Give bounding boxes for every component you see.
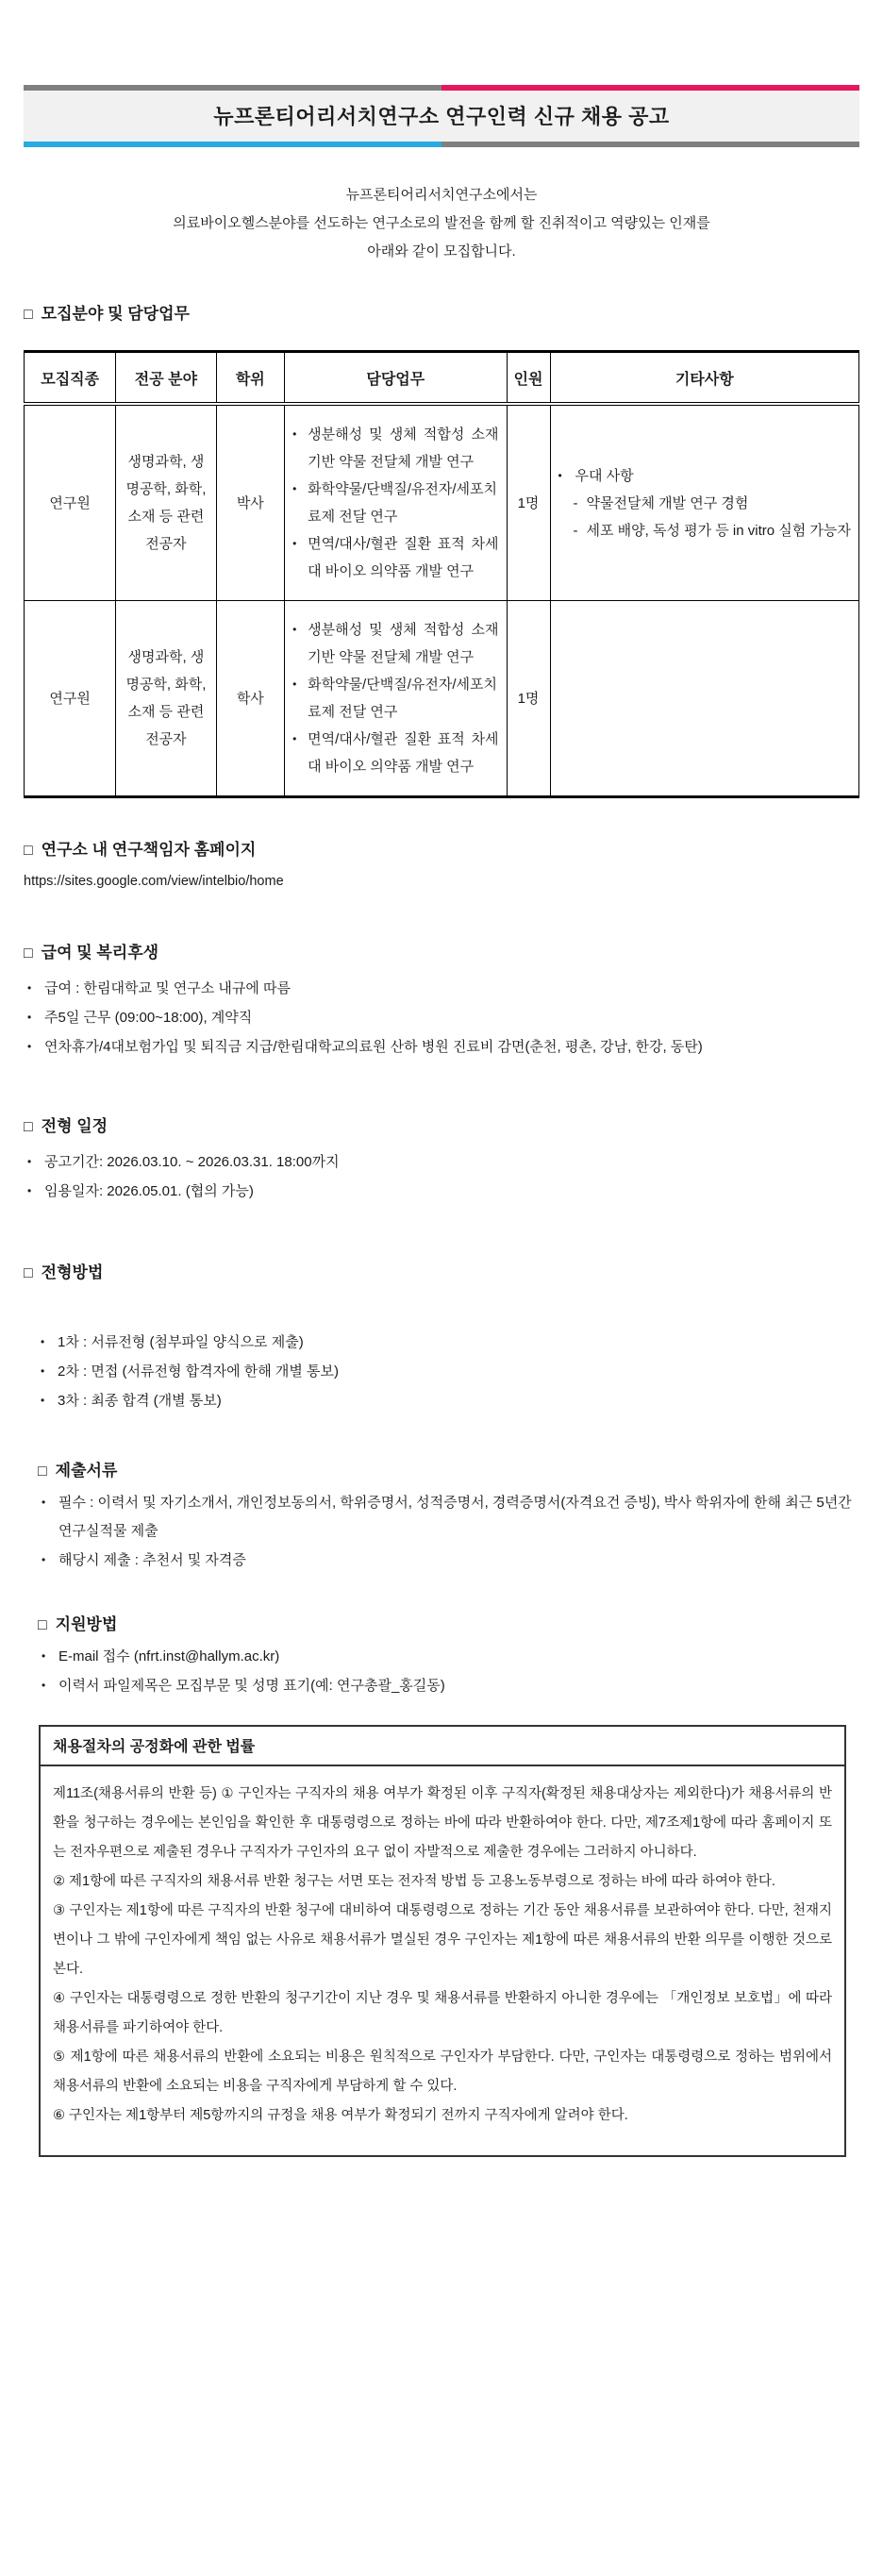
table-row	[25, 404, 859, 601]
note-title-text: 우대 사항	[575, 467, 634, 484]
law-box-body	[41, 1766, 844, 2155]
cell-duties	[285, 601, 507, 797]
section-heading-text: 급여 및 복리후생	[41, 944, 159, 962]
list-item	[24, 974, 859, 1003]
law-notice-box	[39, 1725, 846, 2157]
method-list	[24, 1328, 859, 1415]
intro-line: 뉴프론티어리서치연구소에서는	[345, 187, 538, 203]
bullet-icon: •	[27, 1011, 32, 1024]
bullet-icon: •	[292, 537, 297, 550]
page-title: 뉴프론티어리서치연구소 연구인력 신규 채용 공고	[213, 105, 670, 128]
square-bullet-icon: □	[38, 1464, 47, 1480]
section-heading-homepage	[24, 838, 859, 863]
duty-text: 화학약물/단백질/유전자/세포치료제 전달 연구	[308, 677, 497, 720]
cell-duties	[285, 404, 507, 601]
duty-item	[292, 726, 498, 780]
dash-icon: -	[573, 522, 578, 539]
bullet-icon: •	[27, 1184, 32, 1197]
cell-job: 연구원	[49, 690, 91, 707]
cell-job: 연구원	[25, 404, 116, 601]
banner-bottom-accent-bar	[24, 142, 859, 147]
bullet-icon: •	[27, 1155, 32, 1168]
col-header-job: 모집직종	[25, 352, 116, 405]
documents-list	[38, 1488, 859, 1575]
square-bullet-icon: □	[24, 1265, 33, 1281]
salary-list	[24, 974, 859, 1062]
list-item	[38, 1642, 859, 1671]
homepage-url[interactable]: https://sites.google.com/view/intelbio/home	[24, 874, 284, 889]
law-paragraph: ⑥ 구인자는 제1항부터 제5항까지의 규정을 채용 여부가 확정되기 전까지 구직자에게 알려야 한다.	[53, 2108, 628, 2123]
list-item-text: 주5일 근무 (09:00~18:00), 계약직	[44, 1010, 253, 1026]
intro-line: 의료바이오헬스분야를 선도하는 연구소로의 발전을 함께 할 진취적이고 역량있는 인재를	[173, 215, 710, 231]
duty-item	[292, 671, 498, 726]
duty-text: 생분해성 및 생체 적합성 소재 기반 약물 전달체 개발 연구	[308, 427, 499, 470]
bullet-icon: •	[42, 1679, 46, 1692]
list-item-text: 1차 : 서류전형 (첨부파일 양식으로 제출)	[58, 1334, 304, 1350]
table-header-row	[25, 352, 859, 405]
duty-text: 면역/대사/혈관 질환 표적 차세대 바이오 의약품 개발 연구	[308, 731, 499, 775]
square-bullet-icon: □	[24, 307, 33, 323]
bullet-icon: •	[27, 981, 32, 995]
bullet-icon: •	[42, 1496, 46, 1509]
square-bullet-icon: □	[24, 843, 33, 859]
cell-major: 생명과학, 생명공학, 화학, 소재 등 관련 전공자	[116, 404, 216, 601]
section-heading-text: 전형방법	[41, 1263, 104, 1281]
note-item	[558, 490, 851, 517]
cell-major: 생명과학, 생명공학, 화학, 소재 등 관련 전공자	[116, 601, 216, 797]
section-heading-text: 모집분야 및 담당업무	[41, 305, 190, 323]
list-item-text: 필수 : 이력서 및 자기소개서, 개인정보동의서, 학위증명서, 성적증명서, 경력증명서(자격요건 증빙), 박사 학위자에 한해 최근 5년간 연구실적물 제출	[58, 1495, 852, 1539]
bullet-icon: •	[292, 732, 297, 745]
list-item-text: E-mail 접수 (nfrt.inst@hallym.ac.kr)	[58, 1648, 280, 1664]
cell-count: 1명	[507, 601, 550, 797]
law-paragraph: ⑤ 제1항에 따른 채용서류의 반환에 소요되는 비용은 원칙적으로 구인자가 부담한다. 다만, 구인자는 대통령령으로 정하는 범위에서 채용서류의 반환에 소요되는 비용을 구직자에게 부담하게 할 수 있다.	[53, 2049, 832, 2094]
list-item-text: 연차휴가/4대보험가입 및 퇴직금 지급/한림대학교의료원 산하 병원 진료비 감면(춘천, 평촌, 강남, 한강, 동탄)	[44, 1039, 703, 1055]
cell-notes-empty	[550, 601, 858, 797]
bullet-icon: •	[292, 427, 297, 441]
document-page	[24, 85, 859, 2157]
note-item	[558, 517, 851, 544]
list-item	[38, 1546, 859, 1575]
recruit-table	[24, 350, 859, 798]
square-bullet-icon: □	[24, 945, 33, 962]
list-item	[38, 1488, 859, 1546]
bullet-icon: •	[27, 1040, 32, 1053]
section-heading-apply	[38, 1613, 859, 1638]
list-item	[37, 1386, 859, 1415]
square-bullet-icon: □	[24, 1119, 33, 1135]
list-item-text: 2차 : 면접 (서류전형 합격자에 한해 개별 통보)	[58, 1363, 340, 1380]
section-heading-schedule	[24, 1114, 859, 1140]
intro-paragraph	[24, 181, 859, 266]
schedule-list	[24, 1147, 859, 1206]
duty-item	[292, 616, 498, 671]
law-box-title: 채용절차의 공정화에 관한 법률	[41, 1727, 844, 1766]
list-item	[38, 1671, 859, 1700]
list-item-text: 임용일자: 2026.05.01. (협의 가능)	[44, 1183, 254, 1199]
duty-text: 면역/대사/혈관 질환 표적 차세대 바이오 의약품 개발 연구	[308, 536, 499, 579]
section-schedule	[24, 1114, 859, 1206]
duty-text: 생분해성 및 생체 적합성 소재 기반 약물 전달체 개발 연구	[308, 622, 499, 665]
apply-list	[38, 1642, 859, 1700]
duty-item	[292, 476, 498, 530]
law-paragraph: ③ 구인자는 제1항에 따른 구직자의 반환 청구에 대비하여 대통령령으로 정하는 기간 동안 채용서류를 보관하여야 한다. 다만, 천재지변이나 그 밖에 구인자에게 책임 없는 사유로 채용서류가 멸실된 경우 구인자는 제1항에 따른 채용서류의 반환 의무를 이행한 것으로 본다.	[53, 1903, 832, 1977]
list-item	[24, 1147, 859, 1177]
section-salary-benefits	[24, 941, 859, 1062]
note-text: 세포 배양, 독성 평가 등 in vitro 실험 가능자	[586, 522, 851, 539]
banner-body	[24, 91, 859, 142]
col-header-count: 인원	[507, 352, 550, 405]
intro-line: 아래와 같이 모집합니다.	[367, 243, 516, 259]
list-item-text: 급여 : 한림대학교 및 연구소 내규에 따름	[44, 980, 292, 996]
section-heading-text: 연구소 내 연구책임자 홈페이지	[41, 841, 257, 859]
section-heading-text: 전형 일정	[41, 1117, 108, 1135]
law-paragraph: ② 제1항에 따른 구직자의 채용서류 반환 청구는 서면 또는 전자적 방법 등 고용노동부령으로 정하는 바에 따라 하여야 한다.	[53, 1874, 775, 1889]
bullet-icon: •	[292, 677, 297, 691]
bullet-icon: •	[292, 482, 297, 495]
list-item-text: 공고기간: 2026.03.10. ~ 2026.03.31. 18:00까지	[44, 1154, 340, 1170]
section-heading-salary	[24, 941, 859, 966]
bullet-icon: •	[41, 1335, 45, 1348]
list-item-text: 해당시 제출 : 추천서 및 자격증	[58, 1552, 246, 1568]
col-header-notes: 기타사항	[550, 352, 858, 405]
table-row	[25, 601, 859, 797]
cell-notes	[550, 404, 858, 601]
section-documents	[38, 1459, 859, 1575]
col-header-degree: 학위	[216, 352, 285, 405]
law-paragraph: ④ 구인자는 대통령령으로 정한 반환의 청구기간이 지난 경우 및 채용서류를 반환하지 아니한 경우에는 「개인정보 보호법」에 따라 채용서류를 파기하여야 한다.	[53, 1991, 832, 2035]
section-heading-documents	[38, 1459, 859, 1484]
dash-icon: -	[573, 494, 578, 511]
cell-degree: 학사	[216, 601, 285, 797]
section-recruit-fields	[24, 302, 859, 798]
bullet-icon: •	[42, 1553, 46, 1566]
duty-item	[292, 421, 498, 476]
section-heading-method	[24, 1261, 859, 1286]
bullet-icon: •	[41, 1394, 45, 1407]
list-item	[24, 1177, 859, 1206]
duty-item	[292, 530, 498, 585]
law-paragraph: 제11조(채용서류의 반환 등) ① 구인자는 구직자의 채용 여부가 확정된 이후 구직자(확정된 채용대상자는 제외한다)가 채용서류의 반환을 청구하는 경우에는 본인임을 확인한 후 대통령령으로 정하는 바에 따라 반환하여야 한다. 다만, 제7조제1항에 따라 홈페이지 또는 전자우편으로 제출된 경우나 구직자가 구인자의 요구 없이 자발적으로 제출한 경우에는 그러하지 아니하다.	[53, 1786, 832, 1860]
duty-text: 화학약물/단백질/유전자/세포치료제 전달 연구	[308, 481, 497, 525]
list-item-text: 이력서 파일제목은 모집부문 및 성명 표기(예: 연구총괄_홍길동)	[58, 1678, 445, 1694]
col-header-major: 전공 분야	[116, 352, 216, 405]
note-title	[558, 462, 851, 490]
list-item	[37, 1357, 859, 1386]
bullet-icon: •	[42, 1649, 46, 1663]
bullet-icon: •	[41, 1364, 45, 1378]
cell-degree: 박사	[216, 404, 285, 601]
section-heading-recruit	[24, 302, 859, 327]
cell-count: 1명	[507, 404, 550, 601]
section-heading-text: 지원방법	[55, 1615, 118, 1633]
list-item-text: 3차 : 최종 합격 (개별 통보)	[58, 1393, 222, 1409]
section-heading-text: 제출서류	[55, 1462, 118, 1480]
square-bullet-icon: □	[38, 1617, 47, 1633]
section-method	[24, 1261, 859, 1415]
title-banner	[24, 85, 859, 147]
bullet-icon: •	[292, 623, 297, 636]
note-text: 약물전달체 개발 연구 경험	[586, 494, 749, 511]
list-item	[24, 1003, 859, 1032]
col-header-duties: 담당업무	[285, 352, 507, 405]
list-item	[24, 1032, 859, 1062]
bullet-icon: •	[558, 468, 562, 482]
section-apply	[38, 1613, 859, 1700]
list-item	[37, 1328, 859, 1357]
section-homepage	[24, 838, 859, 894]
